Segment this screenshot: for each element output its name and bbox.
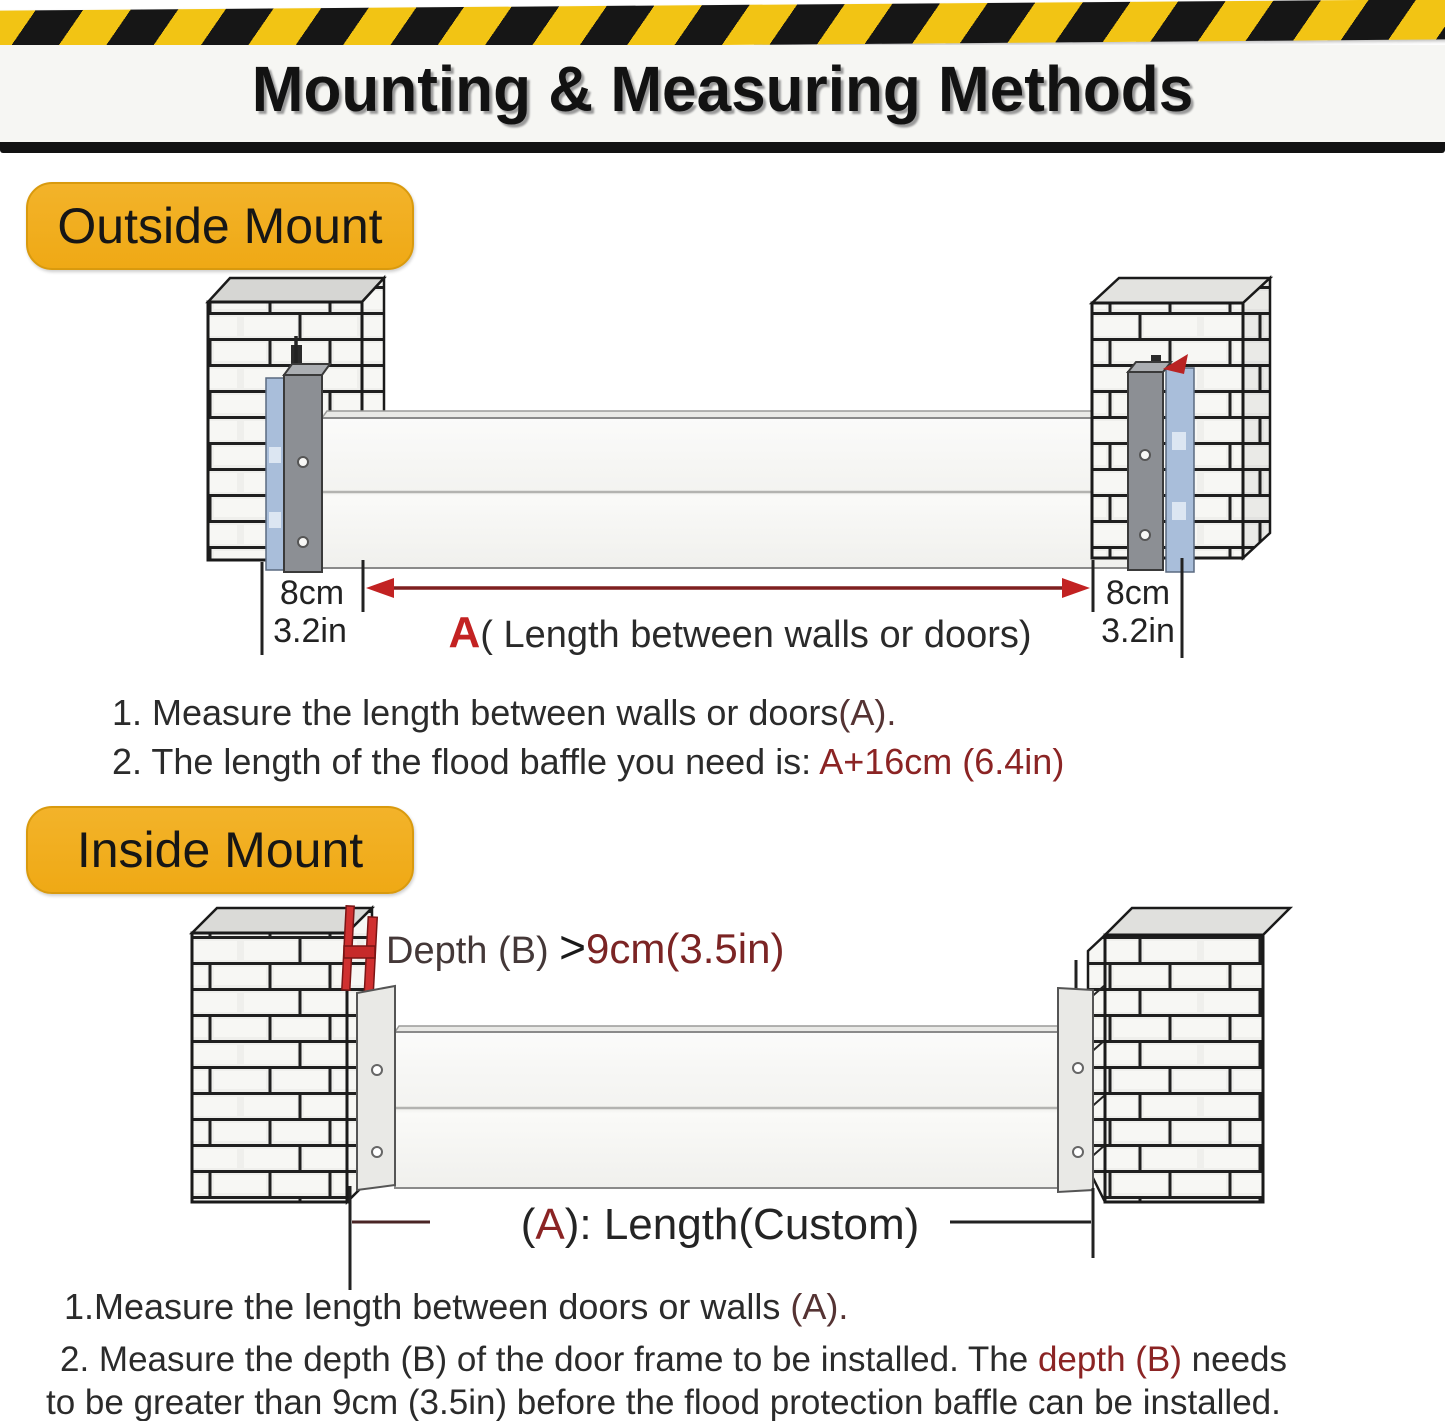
inside-right-pillar [1076,908,1290,1202]
outside-left-dim-in: 3.2in [273,612,347,650]
inside-length-label: (A): Length(Custom) [520,1200,920,1249]
screw-hole [1140,450,1150,460]
inside-left-bracket [357,986,395,1190]
inside-flood-barrier-panel [395,1026,1064,1188]
length-a-symbol: A [535,1200,565,1249]
screw-hole [298,537,308,547]
outside-step-1: 1. Measure the length between walls or doors(A). [112,692,897,733]
page-title: Mounting & Measuring Methods [251,53,1194,125]
screw-hole [1073,1147,1083,1157]
inside-mount-label-text: Inside Mount [76,822,364,878]
screw-hole [372,1147,382,1157]
inside-step-1: 1.Measure the length between doors or walls (A). [64,1286,849,1327]
outside-mount-label-text: Outside Mount [57,198,383,254]
seal-strip [1166,368,1194,572]
screw-hole [372,1065,382,1075]
length-arrow-label: A( Length between walls or doors) [448,608,1032,657]
depth-label: Depth (B) >9cm(3.5in) [386,921,785,973]
outside-right-dim-in: 3.2in [1101,612,1175,650]
screw-hole [298,457,308,467]
length-arrow [366,578,1090,598]
screw-hole [1073,1063,1083,1073]
outside-right-channel-bracket [1128,354,1194,572]
outside-left-dim-cm: 8cm [279,574,345,612]
outside-right-dim-cm: 8cm [1105,574,1171,612]
seal-strip [266,378,284,570]
length-a-symbol: A [448,608,481,657]
outside-step-2: 2. The length of the flood baffle you need is: A+16cm (6.4in) [112,741,1065,782]
outside-flood-barrier-panel [322,411,1133,568]
outside-left-channel-bracket [266,364,330,572]
screw-hole [1140,530,1150,540]
inside-right-bracket [1058,988,1093,1192]
inside-step-2: 2. Measure the depth (B) of the door frame to be installed. The depth (B) needs to be greater than 9cm (3.5in) before the flood protection baffle can be installed. [46,1340,1288,1421]
